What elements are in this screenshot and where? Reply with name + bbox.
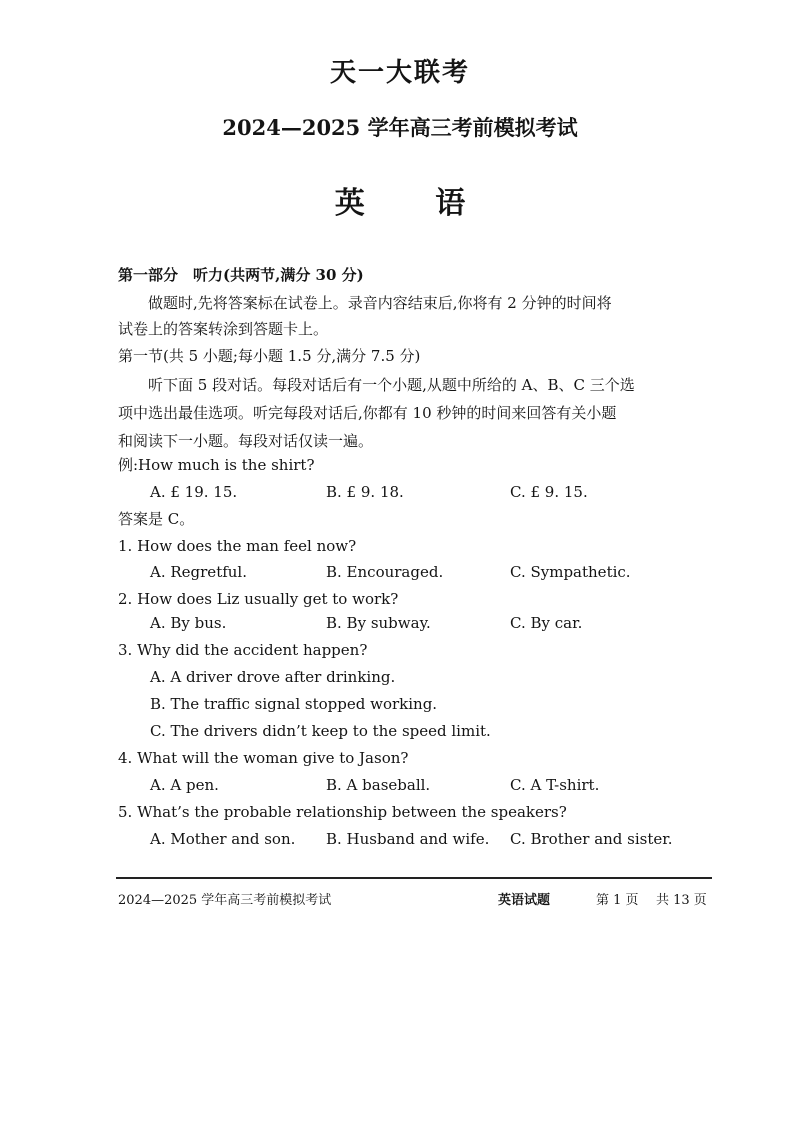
example-option: C. £ 9. 15. bbox=[510, 483, 588, 501]
exam-org-title: 天一大联考 bbox=[329, 58, 470, 88]
question-stem: 3. Why did the accident happen? bbox=[118, 641, 368, 659]
question-option: C. Sympathetic. bbox=[510, 563, 631, 581]
example-question: 例:How much is the shirt? bbox=[118, 456, 315, 474]
question-option: A. Regretful. bbox=[150, 563, 247, 581]
exam-name-title: 2024—2025 学年高三考前模拟考试 bbox=[222, 115, 578, 140]
question-option: A. A pen. bbox=[150, 776, 219, 794]
question-option: A. By bus. bbox=[150, 614, 227, 632]
section1-instruction-line: 项中选出最佳选项。听完每段对话后,你都有 10 秒钟的时间来回答有关小题 bbox=[118, 404, 617, 422]
question-option: B. By subway. bbox=[326, 614, 431, 632]
question-option: C. A T-shirt. bbox=[510, 776, 600, 794]
part1-instruction-line: 做题时,先将答案标在试卷上。录音内容结束后,你将有 2 分钟的时间将 bbox=[148, 294, 612, 312]
footer-total-pages: 共 13 页 bbox=[656, 893, 707, 908]
question-option: B. The traffic signal stopped working. bbox=[150, 695, 438, 713]
part1-instruction-line: 试卷上的答案转涂到答题卡上。 bbox=[118, 320, 329, 338]
question-option: C. The drivers didn’t keep to the speed limit. bbox=[150, 722, 491, 740]
section1-title: 第一节(共 5 小题;每小题 1.5 分,满分 7.5 分) bbox=[118, 347, 421, 365]
question-option: A. A driver drove after drinking. bbox=[150, 668, 396, 686]
footer-divider bbox=[116, 877, 712, 879]
section1-instruction-line: 和阅读下一小题。每段对话仅读一遍。 bbox=[118, 432, 374, 450]
question-stem: 4. What will the woman give to Jason? bbox=[118, 749, 409, 767]
example-option: A. £ 19. 15. bbox=[150, 483, 238, 501]
footer-page-number: 第 1 页 bbox=[596, 893, 639, 908]
question-option: B. A baseball. bbox=[326, 776, 431, 794]
section1-instruction-line: 听下面 5 段对话。每段对话后有一个小题,从题中所给的 A、B、C 三个选 bbox=[148, 376, 635, 394]
footer-exam-name: 2024—2025 学年高三考前模拟考试 bbox=[118, 893, 332, 908]
footer-subject: 英语试题 bbox=[498, 893, 551, 908]
subject-title: 英 语 bbox=[334, 186, 496, 221]
example-answer: 答案是 C。 bbox=[118, 510, 195, 528]
question-stem: 1. How does the man feel now? bbox=[118, 537, 357, 555]
question-option: B. Husband and wife. bbox=[326, 830, 490, 848]
question-option: B. Encouraged. bbox=[326, 563, 444, 581]
example-option: B. £ 9. 18. bbox=[326, 483, 404, 501]
question-option: C. By car. bbox=[510, 614, 583, 632]
question-option: C. Brother and sister. bbox=[510, 830, 673, 848]
question-stem: 5. What’s the probable relationship between the speakers? bbox=[118, 803, 567, 821]
part1-title: 第一部分 听力(共两节,满分 30 分) bbox=[118, 266, 364, 284]
question-stem: 2. How does Liz usually get to work? bbox=[118, 590, 399, 608]
question-option: A. Mother and son. bbox=[150, 830, 296, 848]
